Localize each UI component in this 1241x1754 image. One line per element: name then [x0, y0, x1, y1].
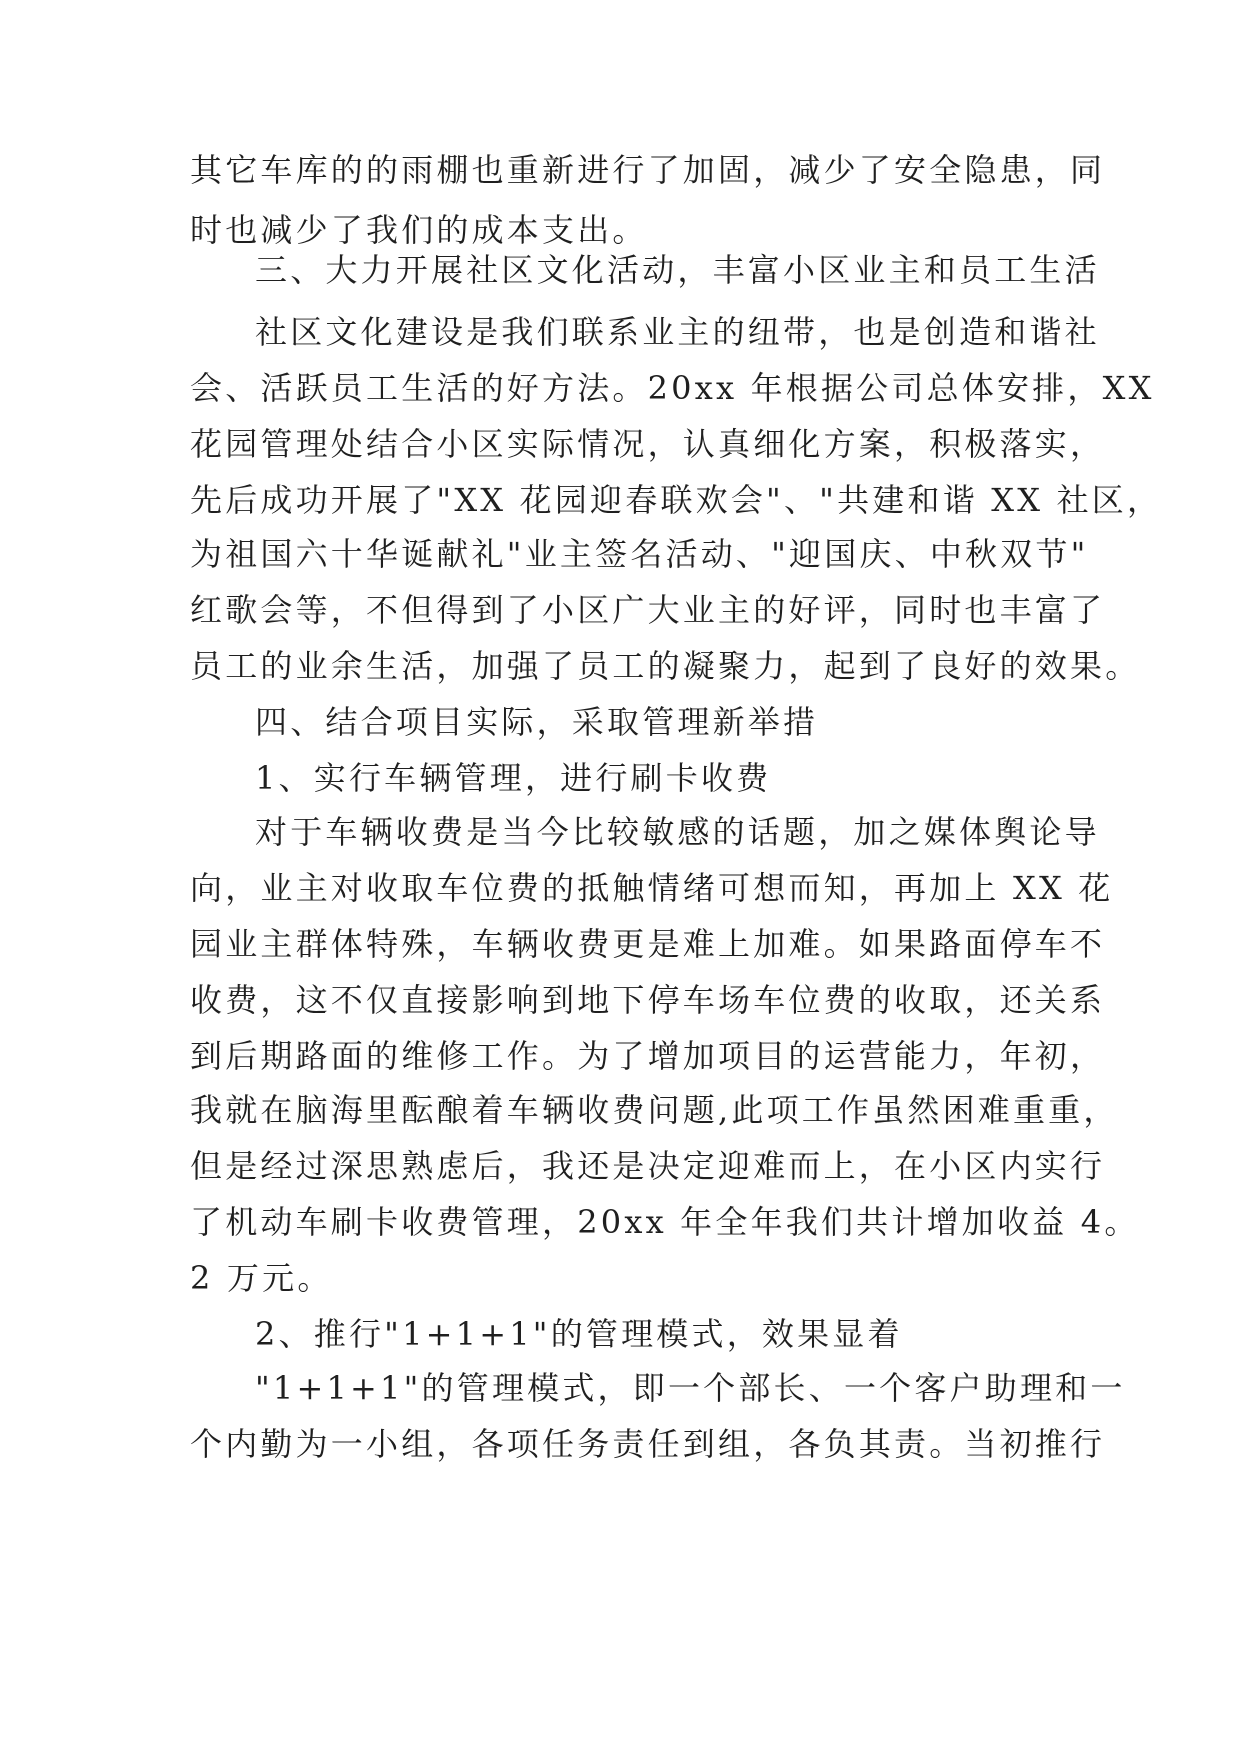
paragraph-line: 2 万元。 [190, 1259, 333, 1297]
paragraph-line: 个内勤为一小组，各项任务责任到组，各负其责。当初推行 [190, 1425, 1106, 1463]
subsection-heading-one: 1、实行车辆管理，进行刷卡收费 [255, 759, 772, 797]
paragraph-line: 先后成功开展了"XX 花园迎春联欢会"、"共建和谐 XX 社区， [190, 481, 1163, 519]
paragraph-line: 社区文化建设是我们联系业主的纽带，也是创造和谐社 [255, 313, 1100, 351]
paragraph-line: 向，业主对收取车位费的抵触情绪可想而知，再加上 XX 花 [190, 869, 1114, 907]
paragraph-line: 收费，这不仅直接影响到地下停车场车位费的收取，还关系 [190, 981, 1106, 1019]
paragraph-line: 花园管理处结合小区实际情况，认真细化方案，积极落实， [190, 425, 1106, 463]
paragraph-line: 园业主群体特殊，车辆收费更是难上加难。如果路面停车不 [190, 925, 1106, 963]
paragraph-line: 会、活跃员工生活的好方法。20xx 年根据公司总体安排，XX [190, 369, 1155, 407]
subsection-heading-two: 2、推行"1+1+1"的管理模式，效果显着 [255, 1315, 903, 1353]
paragraph-line: "1+1+1"的管理模式，即一个部长、一个客户助理和一 [255, 1369, 1126, 1407]
paragraph-line: 但是经过深思熟虑后，我还是决定迎难而上，在小区内实行 [190, 1147, 1106, 1185]
section-heading-four: 四、结合项目实际，采取管理新举措 [255, 703, 819, 741]
paragraph-line: 到后期路面的维修工作。为了增加项目的运营能力，年初， [190, 1037, 1106, 1075]
paragraph-line: 对于车辆收费是当今比较敏感的话题，加之媒体舆论导 [255, 813, 1100, 851]
paragraph-line: 为祖国六十华诞献礼"业主签名活动、"迎国庆、中秋双节" [190, 535, 1089, 573]
paragraph-line: 我就在脑海里酝酿着车辆收费问题,此项工作虽然困难重重， [190, 1091, 1119, 1129]
paragraph-line: 员工的业余生活，加强了员工的凝聚力，起到了良好的效果。 [190, 647, 1141, 685]
section-heading-three: 三、大力开展社区文化活动，丰富小区业主和员工生活 [255, 251, 1100, 289]
paragraph-line: 其它车库的的雨棚也重新进行了加固，减少了安全隐患，同 [190, 151, 1106, 189]
paragraph-line: 了机动车刷卡收费管理，20xx 年全年我们共计增加收益 4。 [190, 1203, 1140, 1241]
paragraph-line: 红歌会等，不但得到了小区广大业主的好评，同时也丰富了 [190, 591, 1106, 629]
paragraph-line: 时也减少了我们的成本支出。 [190, 211, 648, 249]
